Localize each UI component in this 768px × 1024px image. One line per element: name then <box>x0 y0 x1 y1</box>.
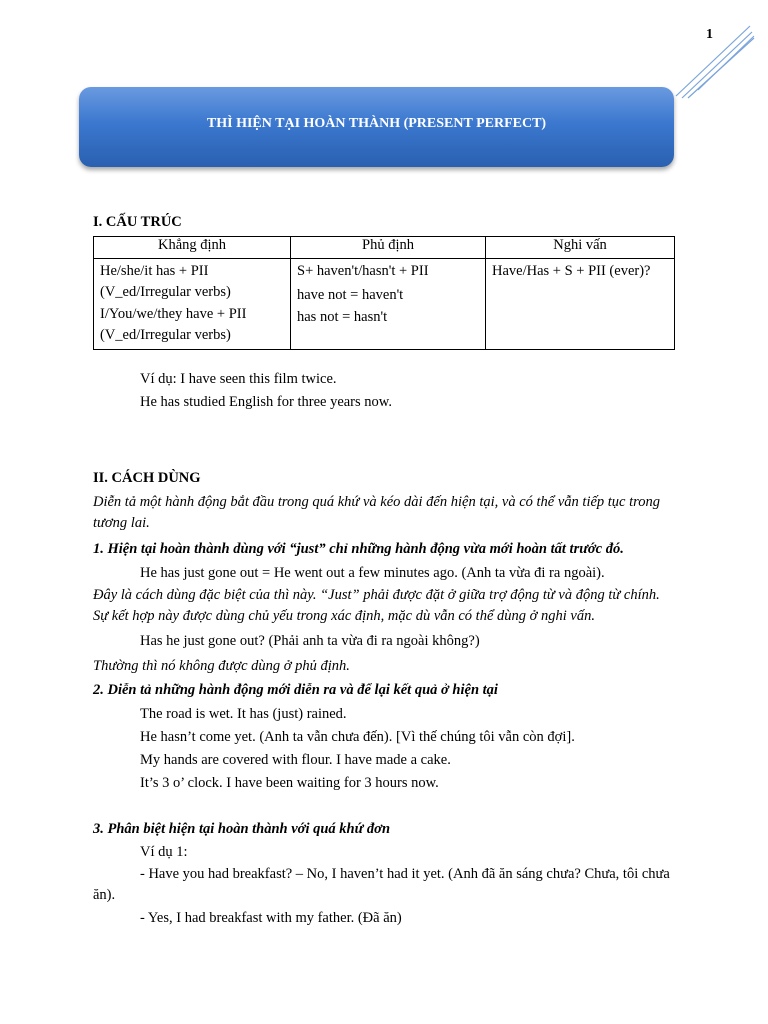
cell-line: (V_ed/Irregular verbs) <box>100 326 231 343</box>
header-interrogative: Nghi vấn <box>486 237 675 259</box>
section2-heading: II. CÁCH DÙNG <box>93 470 201 486</box>
usage3-title: 3. Phân biệt hiện tại hoàn thành với quá khứ đơn <box>93 821 391 837</box>
example-line: Ví dụ: I have seen this film twice. <box>140 371 337 387</box>
example-line: My hands are covered with flour. I have made a cake. <box>140 752 451 768</box>
cell-line: have not = haven't <box>297 286 404 303</box>
page-number: 1 <box>706 27 713 42</box>
usage2-title: 2. Diễn tả những hành động mới diễn ra và để lại kết quả ở hiện tại <box>93 682 498 698</box>
section1-heading: I. CẤU TRÚC <box>93 214 182 230</box>
example-line: It’s 3 o’ clock. I have been waiting for 3 hours now. <box>140 775 439 791</box>
structure-table <box>93 236 675 350</box>
example-line: He has just gone out = He went out a few minutes ago. (Anh ta vừa đi ra ngoài). <box>140 565 605 581</box>
cell-negative <box>291 259 486 350</box>
usage-intro: Diễn tả một hành động bắt đầu trong quá khứ và kéo dài đến hiện tại, và có thể vẫn tiếp tục trong tương lai. <box>93 494 661 531</box>
usage1-note2: Thường thì nó không được dùng ở phủ định. <box>93 658 350 674</box>
table-row <box>94 259 675 350</box>
cell-interrogative <box>486 259 675 350</box>
cell-line: Have/Has + S + PII (ever)? <box>492 263 651 279</box>
example-line: He has studied English for three years now. <box>140 394 392 410</box>
cell-line: has not = hasn't <box>297 309 388 325</box>
example-line: He hasn’t come yet. (Anh ta vẫn chưa đến). [Vì thế chúng tôi vẫn còn đợi]. <box>140 729 575 745</box>
cell-line: He/she/it has + PII <box>100 263 209 279</box>
page-title: THÌ HIỆN TẠI HOÀN THÀNH (PRESENT PERFECT) <box>206 116 547 131</box>
example-line: Has he just gone out? (Phải anh ta vừa đi ra ngoài không?) <box>140 633 480 649</box>
table-header-row <box>94 237 675 259</box>
usage1-note: Đây là cách dùng đặc biệt của thì này. “Just” phải được đặt ở giữa trợ động từ và động từ chính. Sự kết hợp này được dùng chủ yếu trong xác định, mặc dù vẫn có thể dùng ở nghi vấn. <box>93 587 660 624</box>
usage1-title: 1. Hiện tại hoàn thành dùng với “just” chỉ những hành động vừa mới hoàn tất trước đó. <box>93 541 624 557</box>
cell-line: (V_ed/Irregular verbs) <box>100 283 231 300</box>
cell-affirmative <box>94 259 291 350</box>
title-banner <box>79 87 674 167</box>
cell-line: S+ haven't/hasn't + PII <box>297 263 429 279</box>
corner-decoration <box>668 20 758 100</box>
example-label: Ví dụ 1: <box>140 844 188 860</box>
header-negative: Phủ định <box>291 237 486 259</box>
example-line: The road is wet. It has (just) rained. <box>140 706 347 722</box>
cell-line: I/You/we/they have + PII <box>100 306 247 322</box>
example-line: - Yes, I had breakfast with my father. (Đã ăn) <box>140 910 402 926</box>
header-affirmative: Khẳng định <box>94 237 291 259</box>
example-line: - Have you had breakfast? – No, I haven’t had it yet. (Anh đã ăn sáng chưa? Chưa, tôi chưa ăn). <box>93 866 670 903</box>
